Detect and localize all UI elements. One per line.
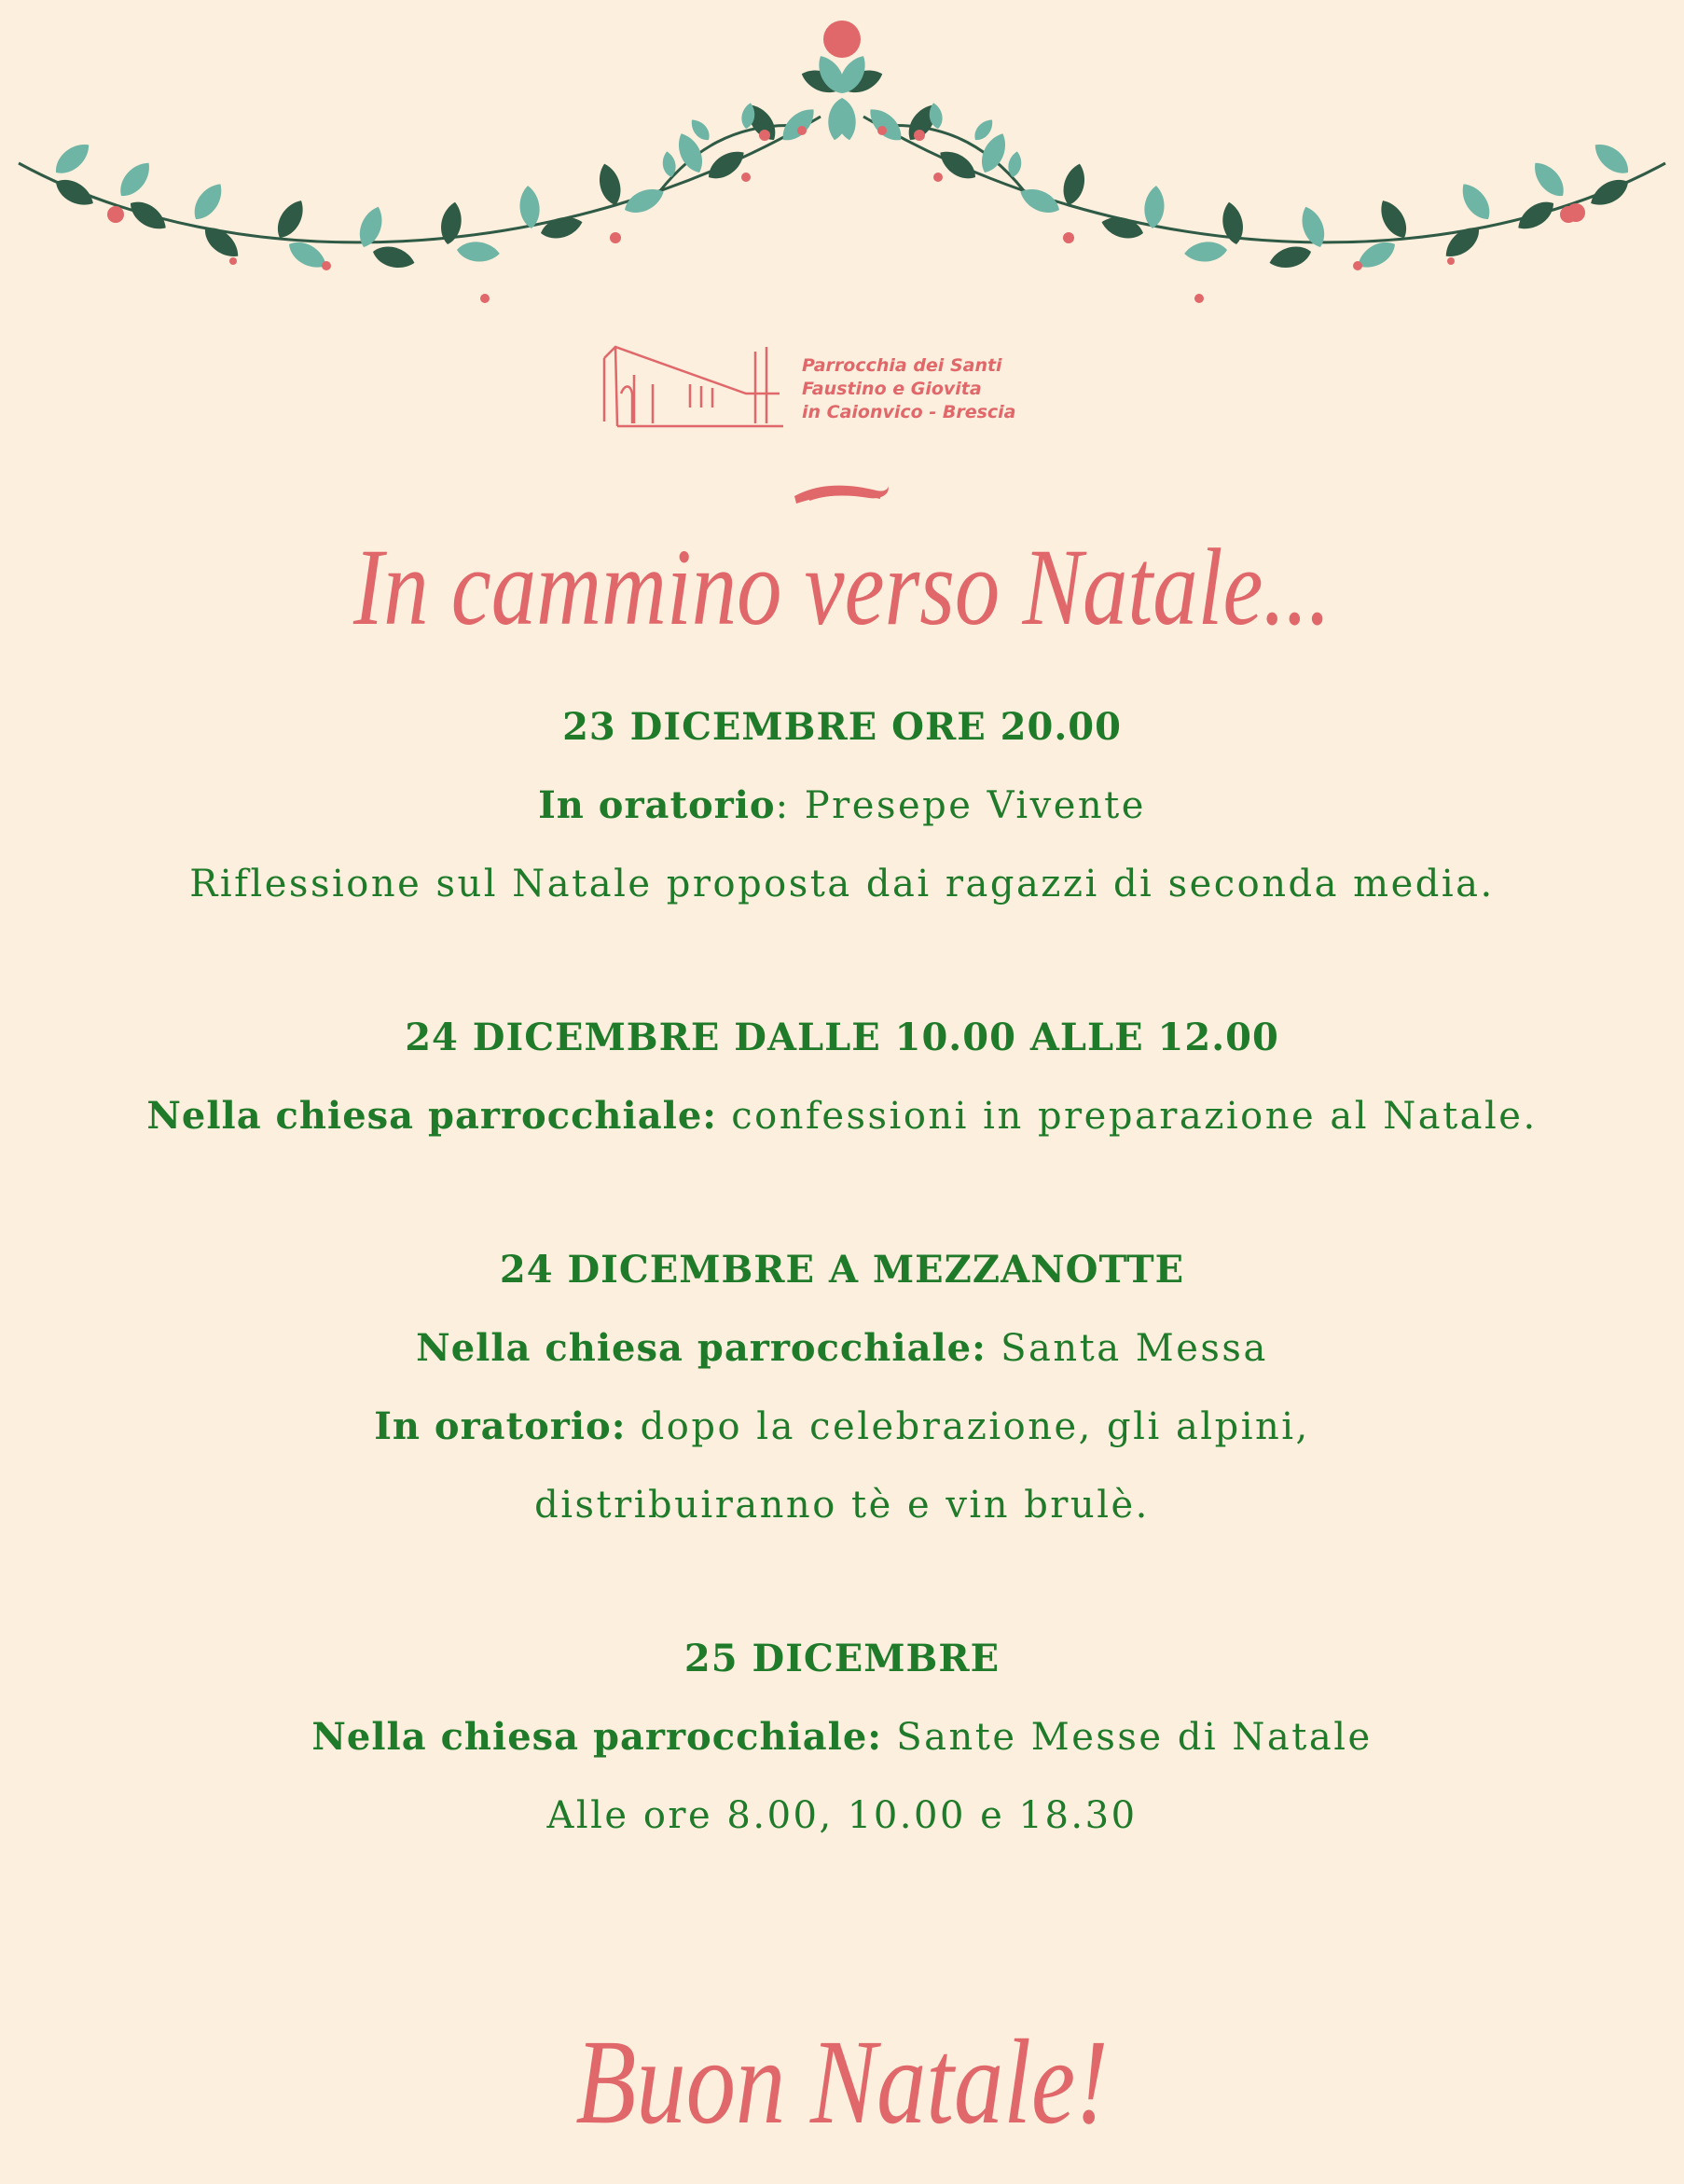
event-line	[0, 1388, 1684, 1466]
event-line-label: In oratorio:	[374, 1404, 627, 1448]
event-line-text: distribuiranno tè e vin brulè.	[534, 1484, 1150, 1527]
event-line-text: Sante Messe di Natale	[882, 1716, 1373, 1759]
parish-name: Parrocchia dei Santi Faustino e Giovita in Caionvico - Brescia	[802, 355, 1016, 422]
parish-logo	[597, 338, 1082, 449]
page-title: In cammino verso Natale...	[352, 526, 1332, 648]
event-2	[0, 999, 1684, 1155]
event-1	[0, 688, 1684, 923]
church-icon	[597, 338, 793, 440]
event-heading: 25 DICEMBRE	[683, 1637, 1001, 1680]
event-line	[0, 1466, 1684, 1544]
event-line-label: In oratorio	[538, 783, 776, 827]
event-line	[0, 767, 1684, 845]
event-heading: 24 DICEMBRE A MEZZANOTTE	[499, 1248, 1185, 1292]
closing-greeting: Buon Natale!	[575, 2015, 1109, 2149]
event-heading: 24 DICEMBRE DALLE 10.00 ALLE 12.00	[405, 1016, 1279, 1059]
event-line-text: Riflessione sul Natale proposta dai ragazzi di seconda media.	[189, 863, 1495, 905]
event-4	[0, 1620, 1684, 1855]
event-line	[0, 1698, 1684, 1776]
event-line-text: Santa Messa	[986, 1327, 1268, 1370]
event-line-label: Nella chiesa parrocchiale:	[146, 1094, 718, 1138]
ornament-swash	[791, 479, 893, 507]
event-line-text: Alle ore 8.00, 10.00 e 18.30	[546, 1794, 1138, 1837]
event-heading: 23 DICEMBRE ORE 20.00	[562, 705, 1122, 749]
event-line-text: : Presepe Vivente	[775, 784, 1146, 827]
garland-illustration	[0, 0, 1684, 354]
event-line	[0, 1077, 1684, 1155]
event-3	[0, 1231, 1684, 1544]
event-line	[0, 1776, 1684, 1855]
event-line-label: Nella chiesa parrocchiale:	[311, 1715, 883, 1759]
event-line	[0, 845, 1684, 923]
event-line-text: confessioni in preparazione al Natale.	[717, 1095, 1538, 1138]
event-line-text: dopo la celebrazione, gli alpini,	[626, 1405, 1310, 1448]
event-line	[0, 1309, 1684, 1388]
event-line-label: Nella chiesa parrocchiale:	[416, 1326, 987, 1370]
